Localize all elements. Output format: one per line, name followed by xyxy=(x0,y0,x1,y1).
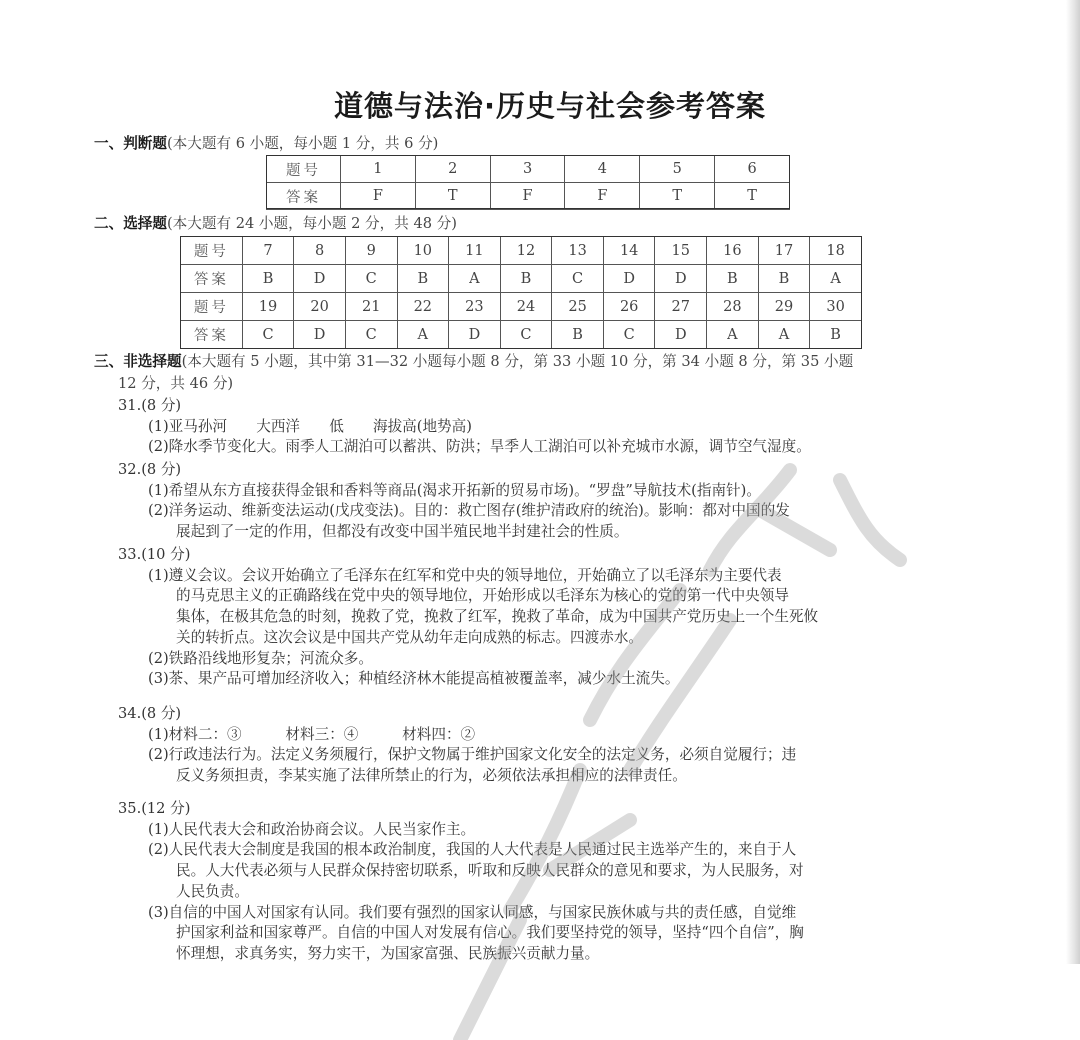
answer-cell: T xyxy=(640,183,715,210)
question-number: 29 xyxy=(758,293,810,321)
answer-cell: B xyxy=(552,321,604,349)
question-number: 6 xyxy=(715,156,790,183)
question-number: 10 xyxy=(397,237,449,265)
answer-cell: C xyxy=(603,321,655,349)
answer-item-continuation: 关的转折点。这次会议是中国共产党从幼年走向成熟的标志。四渡赤水。 xyxy=(176,629,644,646)
section1-header xyxy=(94,134,438,154)
true-false-answer-table xyxy=(266,155,790,210)
answer-cell: C xyxy=(345,265,397,293)
answer-cell: D xyxy=(449,321,501,349)
question-number: 5 xyxy=(640,156,715,183)
answer-cell: C xyxy=(345,321,397,349)
table-row-numbers xyxy=(181,293,862,321)
table-row-numbers xyxy=(267,156,790,183)
answer-item: (1)亚马孙河 大西洋 低 海拔高(地势高) xyxy=(148,418,472,435)
section3-heading: 三、非选择题 xyxy=(94,353,182,370)
answer-cell: T xyxy=(715,183,790,210)
answer-cell: B xyxy=(242,265,294,293)
section2-note: (本大题有 24 小题，每小题 2 分，共 48 分) xyxy=(166,215,457,232)
answer-item: (2)行政违法行为。法定义务须履行，保护文物属于维护国家文化安全的法定义务，必须自觉履行；违 xyxy=(148,746,797,763)
question-number: 21 xyxy=(345,293,397,321)
row-label: 题号 xyxy=(181,293,243,321)
question-number: 30 xyxy=(810,293,862,321)
section3-note: (本大题有 5 小题，其中第 31—32 小题每小题 8 分，第 33 小题 10 分，第 34 小题 8 分，第 35 小题 xyxy=(181,353,854,370)
question-number: 28 xyxy=(707,293,759,321)
answer-cell: D xyxy=(655,321,707,349)
answer-item: (1)人民代表大会和政治协商会议。人民当家作主。 xyxy=(148,821,476,838)
answer-cell: A xyxy=(707,321,759,349)
page-edge-shadow xyxy=(1066,0,1080,964)
answer-item: (2)洋务运动、维新变法运动(戊戌变法)。目的：救亡图存(维护清政府的统治)。影响：都对中国的发 xyxy=(148,502,790,519)
question-number: 18 xyxy=(810,237,862,265)
answer-cell: A xyxy=(810,265,862,293)
answer-cell: B xyxy=(500,265,552,293)
answer-item: (2)铁路沿线地形复杂；河流众多。 xyxy=(148,650,373,667)
section3-note-cont: 12 分，共 46 分) xyxy=(118,375,234,392)
question-label: 35.(12 分) xyxy=(118,800,191,817)
row-label: 答案 xyxy=(267,183,341,210)
table-row-answers xyxy=(267,183,790,210)
answer-item-continuation: 集体，在极其危急的时刻，挽救了党，挽救了红军，挽救了革命，成为中国共产党历史上一个生死攸 xyxy=(176,608,819,625)
question-number: 12 xyxy=(500,237,552,265)
question-label: 32.(8 分) xyxy=(118,461,182,478)
section2-heading: 二、选择题 xyxy=(94,215,167,232)
answer-cell: B xyxy=(758,265,810,293)
answer-cell: A xyxy=(449,265,501,293)
question-number: 2 xyxy=(415,156,490,183)
row-label: 题号 xyxy=(267,156,341,183)
answer-item: (2)降水季节变化大。雨季人工湖泊可以蓄洪、防洪；旱季人工湖泊可以补充城市水源，调节空气湿度。 xyxy=(148,438,811,455)
table-row-numbers xyxy=(181,237,862,265)
question-number: 23 xyxy=(449,293,501,321)
answer-item: (2)人民代表大会制度是我国的根本政治制度，我国的人大代表是人民通过民主选举产生的，来自于人 xyxy=(148,841,797,858)
question-number: 9 xyxy=(345,237,397,265)
row-label: 答案 xyxy=(181,321,243,349)
answer-cell: D xyxy=(294,321,346,349)
question-number: 27 xyxy=(655,293,707,321)
table-row-answers xyxy=(181,265,862,293)
answer-cell: A xyxy=(758,321,810,349)
row-label: 题号 xyxy=(181,237,243,265)
answer-cell: C xyxy=(500,321,552,349)
answer-cell: F xyxy=(340,183,415,210)
answer-cell: F xyxy=(490,183,565,210)
answer-cell: D xyxy=(294,265,346,293)
question-number: 25 xyxy=(552,293,604,321)
answer-cell: T xyxy=(415,183,490,210)
question-number: 1 xyxy=(340,156,415,183)
answer-cell: F xyxy=(565,183,640,210)
question-number: 15 xyxy=(655,237,707,265)
question-number: 16 xyxy=(707,237,759,265)
table-row-answers xyxy=(181,321,862,349)
answer-cell: B xyxy=(707,265,759,293)
section3-header xyxy=(94,352,853,372)
question-number: 11 xyxy=(449,237,501,265)
question-label: 31.(8 分) xyxy=(118,397,182,414)
answer-item: (3)自信的中国人对国家有认同。我们要有强烈的国家认同感，与国家民族休戚与共的责任感，自觉维 xyxy=(148,904,797,921)
answer-cell: D xyxy=(603,265,655,293)
answer-cell: A xyxy=(397,321,449,349)
question-number: 20 xyxy=(294,293,346,321)
answer-item: (1)希望从东方直接获得金银和香料等商品(渴求开拓新的贸易市场)。“罗盘”导航技术(指南针)。 xyxy=(148,482,761,499)
answer-cell: D xyxy=(655,265,707,293)
question-number: 14 xyxy=(603,237,655,265)
question-number: 8 xyxy=(294,237,346,265)
question-number: 17 xyxy=(758,237,810,265)
answer-cell: C xyxy=(242,321,294,349)
row-label: 答案 xyxy=(181,265,243,293)
answer-item: (3)茶、果产品可增加经济收入；种植经济林木能提高植被覆盖率，减少水土流失。 xyxy=(148,670,680,687)
section1-note: (本大题有 6 小题，每小题 1 分，共 6 分) xyxy=(166,135,439,152)
answer-item-continuation: 护国家利益和国家尊严。自信的中国人对发展有信心。我们要坚持党的领导，坚持“四个自信”，胸 xyxy=(176,924,804,941)
multiple-choice-answer-table xyxy=(180,236,862,349)
section2-header xyxy=(94,214,457,234)
question-label: 34.(8 分) xyxy=(118,705,182,722)
answer-item: (1)材料二：③ 材料三：④ 材料四：② xyxy=(148,726,476,743)
question-number: 7 xyxy=(242,237,294,265)
answer-item: (1)遵义会议。会议开始确立了毛泽东在红军和党中央的领导地位，开始确立了以毛泽东为主要代表 xyxy=(148,567,782,584)
section1-heading: 一、判断题 xyxy=(94,135,167,152)
question-number: 19 xyxy=(242,293,294,321)
answer-cell: B xyxy=(397,265,449,293)
answer-cell: C xyxy=(552,265,604,293)
answer-item-continuation: 的马克思主义的正确路线在党中央的领导地位，开始形成以毛泽东为核心的党的第一代中央领导 xyxy=(176,587,789,604)
answer-item-continuation: 展起到了一定的作用，但都没有改变中国半殖民地半封建社会的性质。 xyxy=(176,523,629,540)
question-number: 24 xyxy=(500,293,552,321)
answer-item-continuation: 反义务须担责，李某实施了法律所禁止的行为，必须依法承担相应的法律责任。 xyxy=(176,767,687,784)
question-number: 3 xyxy=(490,156,565,183)
question-number: 26 xyxy=(603,293,655,321)
question-number: 13 xyxy=(552,237,604,265)
question-number: 22 xyxy=(397,293,449,321)
question-number: 4 xyxy=(565,156,640,183)
page-title: 道德与法治·历史与社会参考答案 xyxy=(333,89,767,123)
answer-item-continuation: 民。人大代表必须与人民群众保持密切联系，听取和反映人民群众的意见和要求，为人民服务，对 xyxy=(176,862,804,879)
answer-cell: B xyxy=(810,321,862,349)
answer-item-continuation: 人民负责。 xyxy=(176,883,249,900)
answer-item-continuation: 怀理想，求真务实，努力实干，为国家富强、民族振兴贡献力量。 xyxy=(176,945,600,962)
question-label: 33.(10 分) xyxy=(118,546,191,563)
